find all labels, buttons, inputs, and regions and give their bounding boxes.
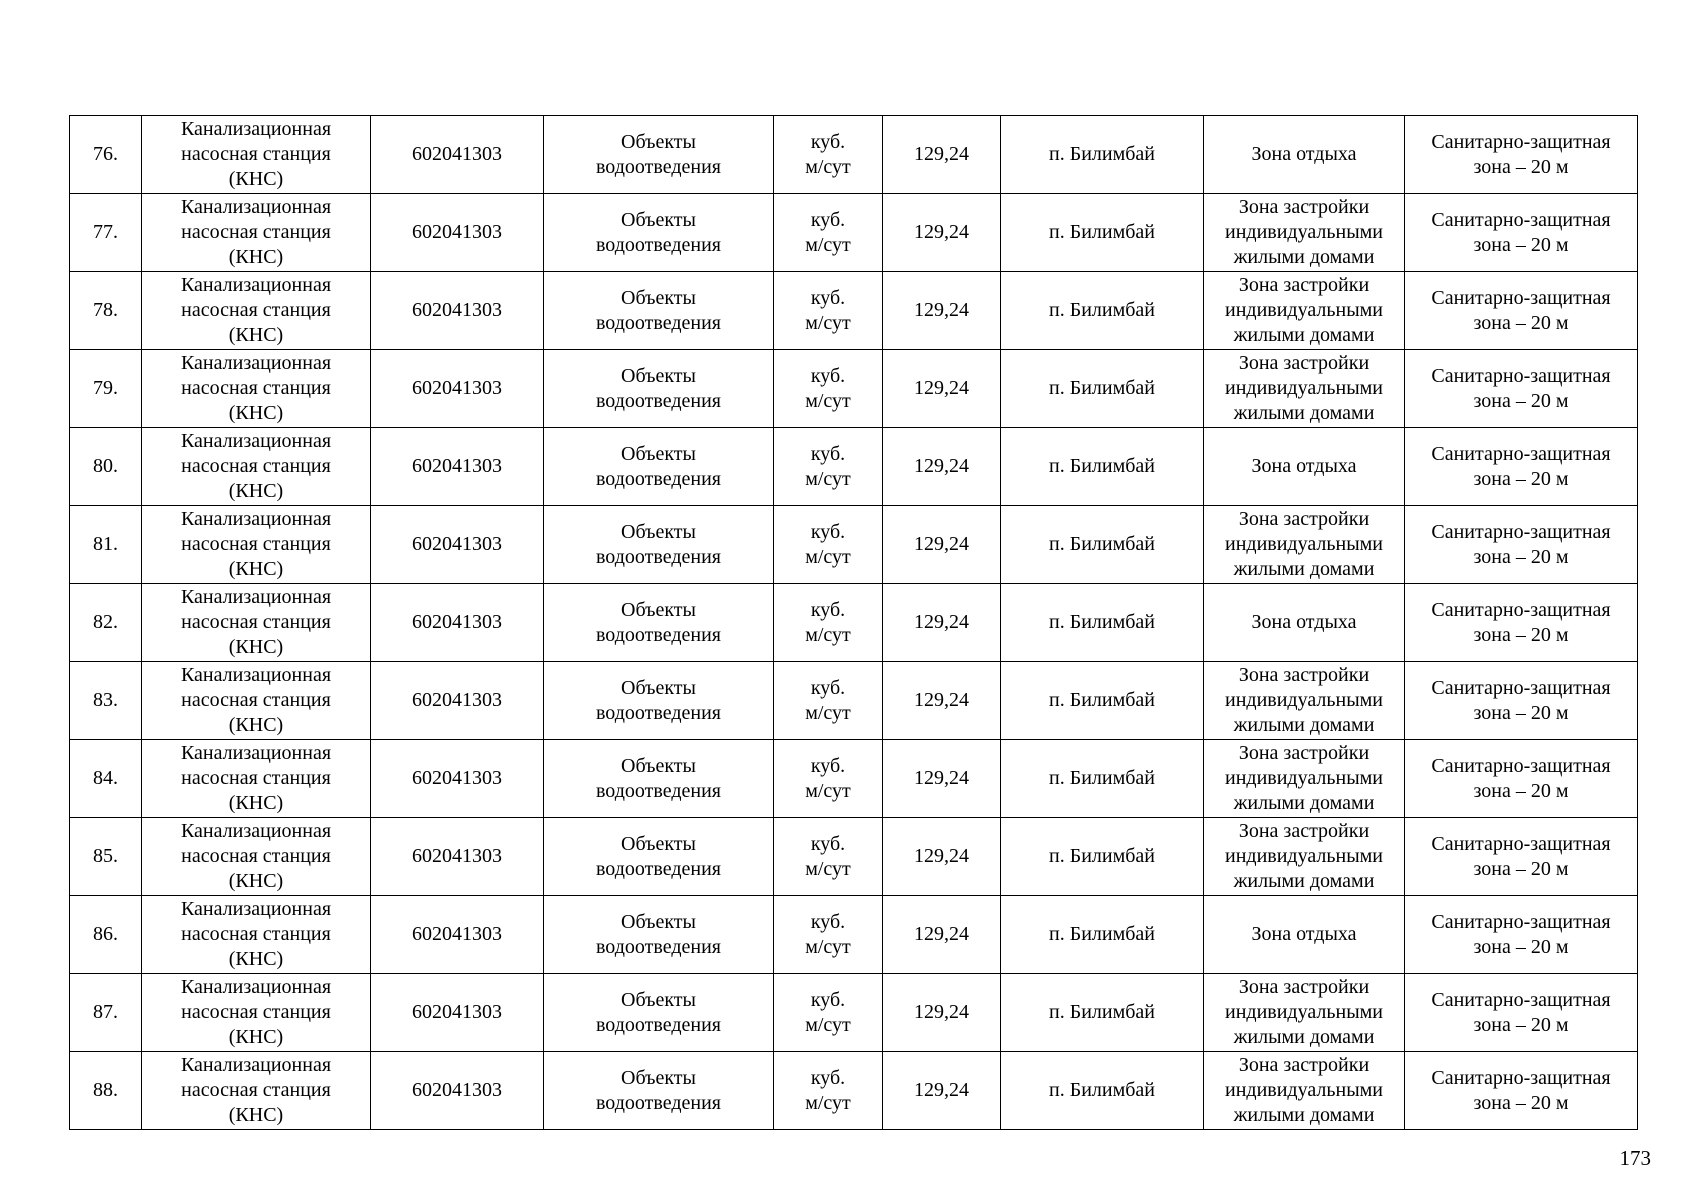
- location-cell: п. Билимбай: [1001, 974, 1204, 1052]
- table-row: [70, 272, 1638, 350]
- capacity-unit-cell: куб. м/сут: [774, 584, 883, 662]
- facility-name-cell: Канализационная насосная станция (КНС): [142, 974, 371, 1052]
- facility-name-cell: Канализационная насосная станция (КНС): [142, 506, 371, 584]
- row-number-cell: 88.: [70, 1052, 142, 1130]
- location-cell: п. Билимбай: [1001, 350, 1204, 428]
- facility-code-cell: 602041303: [371, 116, 544, 194]
- facility-type-cell: Объекты водоотведения: [544, 428, 774, 506]
- table-row: [70, 584, 1638, 662]
- capacity-value-cell: 129,24: [883, 350, 1001, 428]
- restriction-cell: Санитарно-защитная зона – 20 м: [1405, 584, 1638, 662]
- location-cell: п. Билимбай: [1001, 740, 1204, 818]
- facility-name-cell: Канализационная насосная станция (КНС): [142, 350, 371, 428]
- location-cell: п. Билимбай: [1001, 662, 1204, 740]
- facility-type-cell: Объекты водоотведения: [544, 974, 774, 1052]
- table-row: [70, 896, 1638, 974]
- restriction-cell: Санитарно-защитная зона – 20 м: [1405, 818, 1638, 896]
- capacity-value-cell: 129,24: [883, 662, 1001, 740]
- zone-cell: Зона отдыха: [1204, 584, 1405, 662]
- table-row: [70, 1052, 1638, 1130]
- table-row: [70, 194, 1638, 272]
- facility-type-cell: Объекты водоотведения: [544, 740, 774, 818]
- row-number-cell: 81.: [70, 506, 142, 584]
- restriction-cell: Санитарно-защитная зона – 20 м: [1405, 350, 1638, 428]
- capacity-value-cell: 129,24: [883, 818, 1001, 896]
- table-row: [70, 818, 1638, 896]
- capacity-unit-cell: куб. м/сут: [774, 194, 883, 272]
- restriction-cell: Санитарно-защитная зона – 20 м: [1405, 116, 1638, 194]
- facility-code-cell: 602041303: [371, 818, 544, 896]
- location-cell: п. Билимбай: [1001, 194, 1204, 272]
- restriction-cell: Санитарно-защитная зона – 20 м: [1405, 428, 1638, 506]
- zone-cell: Зона застройки индивидуальными жилыми домами: [1204, 974, 1405, 1052]
- table-row: [70, 974, 1638, 1052]
- table-row: [70, 350, 1638, 428]
- zone-cell: Зона застройки индивидуальными жилыми домами: [1204, 506, 1405, 584]
- facility-type-cell: Объекты водоотведения: [544, 584, 774, 662]
- zone-cell: Зона застройки индивидуальными жилыми домами: [1204, 1052, 1405, 1130]
- location-cell: п. Билимбай: [1001, 116, 1204, 194]
- table-row: [70, 116, 1638, 194]
- facility-name-cell: Канализационная насосная станция (КНС): [142, 194, 371, 272]
- capacity-unit-cell: куб. м/сут: [774, 350, 883, 428]
- capacity-unit-cell: куб. м/сут: [774, 974, 883, 1052]
- restriction-cell: Санитарно-защитная зона – 20 м: [1405, 662, 1638, 740]
- table-body: [70, 116, 1638, 1130]
- capacity-value-cell: 129,24: [883, 272, 1001, 350]
- location-cell: п. Билимбай: [1001, 428, 1204, 506]
- capacity-unit-cell: куб. м/сут: [774, 116, 883, 194]
- row-number-cell: 86.: [70, 896, 142, 974]
- facility-type-cell: Объекты водоотведения: [544, 116, 774, 194]
- location-cell: п. Билимбай: [1001, 272, 1204, 350]
- facility-code-cell: 602041303: [371, 506, 544, 584]
- facility-name-cell: Канализационная насосная станция (КНС): [142, 116, 371, 194]
- facility-type-cell: Объекты водоотведения: [544, 896, 774, 974]
- row-number-cell: 83.: [70, 662, 142, 740]
- table-row: [70, 662, 1638, 740]
- location-cell: п. Билимбай: [1001, 584, 1204, 662]
- row-number-cell: 87.: [70, 974, 142, 1052]
- capacity-value-cell: 129,24: [883, 116, 1001, 194]
- capacity-unit-cell: куб. м/сут: [774, 272, 883, 350]
- row-number-cell: 77.: [70, 194, 142, 272]
- row-number-cell: 78.: [70, 272, 142, 350]
- capacity-value-cell: 129,24: [883, 428, 1001, 506]
- facility-type-cell: Объекты водоотведения: [544, 506, 774, 584]
- facility-name-cell: Канализационная насосная станция (КНС): [142, 896, 371, 974]
- capacity-unit-cell: куб. м/сут: [774, 662, 883, 740]
- capacity-value-cell: 129,24: [883, 584, 1001, 662]
- location-cell: п. Билимбай: [1001, 1052, 1204, 1130]
- facility-name-cell: Канализационная насосная станция (КНС): [142, 584, 371, 662]
- capacity-unit-cell: куб. м/сут: [774, 740, 883, 818]
- capacity-unit-cell: куб. м/сут: [774, 506, 883, 584]
- facility-code-cell: 602041303: [371, 974, 544, 1052]
- location-cell: п. Билимбай: [1001, 506, 1204, 584]
- restriction-cell: Санитарно-защитная зона – 20 м: [1405, 896, 1638, 974]
- facility-name-cell: Канализационная насосная станция (КНС): [142, 818, 371, 896]
- zone-cell: Зона отдыха: [1204, 116, 1405, 194]
- capacity-value-cell: 129,24: [883, 1052, 1001, 1130]
- facility-name-cell: Канализационная насосная станция (КНС): [142, 272, 371, 350]
- row-number-cell: 80.: [70, 428, 142, 506]
- restriction-cell: Санитарно-защитная зона – 20 м: [1405, 506, 1638, 584]
- zone-cell: Зона застройки индивидуальными жилыми домами: [1204, 350, 1405, 428]
- facility-type-cell: Объекты водоотведения: [544, 350, 774, 428]
- facility-name-cell: Канализационная насосная станция (КНС): [142, 428, 371, 506]
- table-row: [70, 428, 1638, 506]
- row-number-cell: 84.: [70, 740, 142, 818]
- page-number: 173: [1619, 1146, 1651, 1170]
- location-cell: п. Билимбай: [1001, 896, 1204, 974]
- facilities-table: [69, 115, 1638, 1130]
- capacity-value-cell: 129,24: [883, 740, 1001, 818]
- capacity-value-cell: 129,24: [883, 194, 1001, 272]
- row-number-cell: 82.: [70, 584, 142, 662]
- restriction-cell: Санитарно-защитная зона – 20 м: [1405, 974, 1638, 1052]
- location-cell: п. Билимбай: [1001, 818, 1204, 896]
- facility-type-cell: Объекты водоотведения: [544, 818, 774, 896]
- facility-code-cell: 602041303: [371, 1052, 544, 1130]
- zone-cell: Зона застройки индивидуальными жилыми домами: [1204, 818, 1405, 896]
- facility-code-cell: 602041303: [371, 272, 544, 350]
- facility-code-cell: 602041303: [371, 428, 544, 506]
- facility-name-cell: Канализационная насосная станция (КНС): [142, 662, 371, 740]
- zone-cell: Зона застройки индивидуальными жилыми домами: [1204, 194, 1405, 272]
- facility-code-cell: 602041303: [371, 350, 544, 428]
- capacity-value-cell: 129,24: [883, 506, 1001, 584]
- zone-cell: Зона застройки индивидуальными жилыми домами: [1204, 272, 1405, 350]
- facility-code-cell: 602041303: [371, 662, 544, 740]
- facility-name-cell: Канализационная насосная станция (КНС): [142, 1052, 371, 1130]
- restriction-cell: Санитарно-защитная зона – 20 м: [1405, 194, 1638, 272]
- facility-code-cell: 602041303: [371, 896, 544, 974]
- capacity-unit-cell: куб. м/сут: [774, 896, 883, 974]
- facility-type-cell: Объекты водоотведения: [544, 1052, 774, 1130]
- facility-name-cell: Канализационная насосная станция (КНС): [142, 740, 371, 818]
- zone-cell: Зона застройки индивидуальными жилыми домами: [1204, 662, 1405, 740]
- capacity-unit-cell: куб. м/сут: [774, 818, 883, 896]
- facility-code-cell: 602041303: [371, 740, 544, 818]
- capacity-value-cell: 129,24: [883, 974, 1001, 1052]
- facility-code-cell: 602041303: [371, 194, 544, 272]
- facility-type-cell: Объекты водоотведения: [544, 662, 774, 740]
- restriction-cell: Санитарно-защитная зона – 20 м: [1405, 272, 1638, 350]
- capacity-value-cell: 129,24: [883, 896, 1001, 974]
- zone-cell: Зона отдыха: [1204, 896, 1405, 974]
- facility-code-cell: 602041303: [371, 584, 544, 662]
- zone-cell: Зона застройки индивидуальными жилыми домами: [1204, 740, 1405, 818]
- facility-type-cell: Объекты водоотведения: [544, 272, 774, 350]
- row-number-cell: 76.: [70, 116, 142, 194]
- row-number-cell: 85.: [70, 818, 142, 896]
- table-row: [70, 740, 1638, 818]
- zone-cell: Зона отдыха: [1204, 428, 1405, 506]
- capacity-unit-cell: куб. м/сут: [774, 428, 883, 506]
- capacity-unit-cell: куб. м/сут: [774, 1052, 883, 1130]
- restriction-cell: Санитарно-защитная зона – 20 м: [1405, 1052, 1638, 1130]
- restriction-cell: Санитарно-защитная зона – 20 м: [1405, 740, 1638, 818]
- facility-type-cell: Объекты водоотведения: [544, 194, 774, 272]
- row-number-cell: 79.: [70, 350, 142, 428]
- table-row: [70, 506, 1638, 584]
